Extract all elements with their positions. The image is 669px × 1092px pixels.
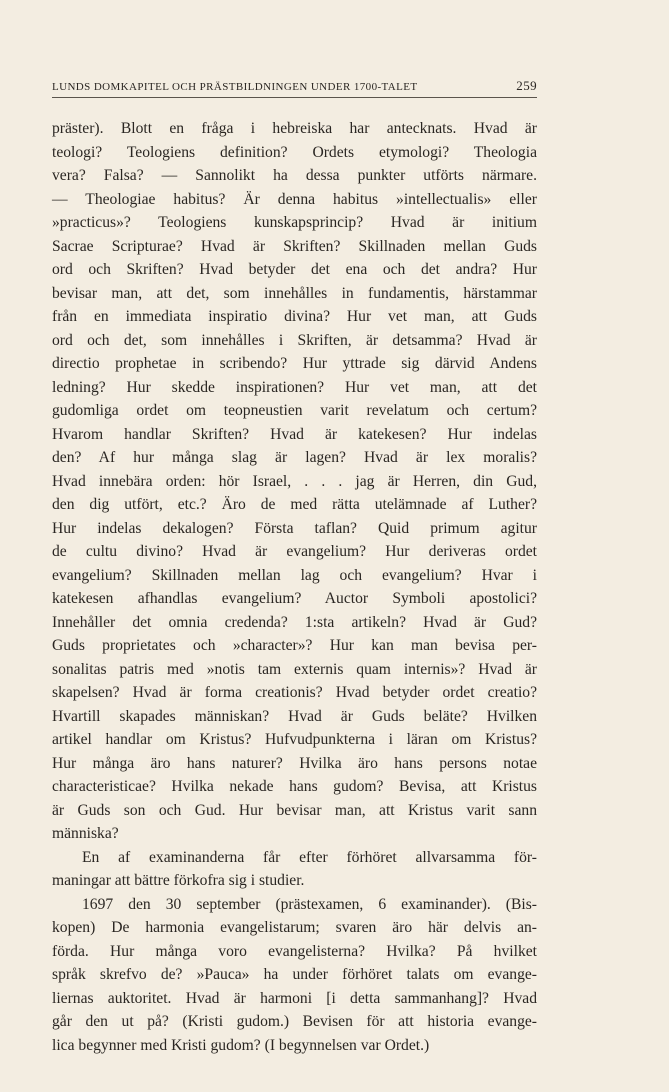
- text-line: »practicus»? Teologiens kunskapsprincip? Hvad är initium: [52, 214, 537, 231]
- text-line: skapelsen? Hvad är forma creationis? Hvad betyder ordet creatio?: [52, 684, 537, 701]
- text-line: katekesen afhandlas evangelium? Auctor Symboli apostolici?: [52, 590, 537, 607]
- text-line: — Theologiae habitus? Är denna habitus »intellectualis» eller: [52, 190, 537, 208]
- text-line: den dig utfört, etc.? Äro de med rätta utelämnade af Luther?: [52, 496, 537, 513]
- text-line: människa?: [52, 825, 119, 842]
- text-line: de cultu divino? Hvad är evangelium? Hur deriveras ordet: [52, 543, 537, 560]
- text-line: förda. Hur många voro evangelisterna? Hvilka? På hvilket: [52, 942, 537, 960]
- text-line: evangelium? Skillnaden mellan lag och evangelium? Hvar i: [52, 566, 537, 584]
- text-line: Hur indelas dekalogen? Första taflan? Quid primum agitur: [52, 519, 537, 537]
- text-line: characteristicae? Hvilka nekade hans gudom? Bevisa, att Kristus: [52, 778, 537, 795]
- running-title: LUNDS DOMKAPITEL OCH PRÄSTBILDNINGEN UNDER 1700-TALET: [52, 81, 418, 93]
- text-line: från en immediata inspiratio divina? Hur vet man, att Guds: [52, 308, 537, 325]
- text-line: liernas auktoritet. Hvad är harmoni [i detta sammanhang]? Hvad: [52, 989, 537, 1007]
- text-line: Hvarom handlar Skriften? Hvad är katekesen? Hur indelas: [52, 425, 537, 443]
- text-line: bevisar man, att det, som innehålles in fundamentis, härstammar: [52, 284, 537, 302]
- text-line: präster). Blott en fråga i hebreiska har antecknats. Hvad är: [52, 120, 537, 137]
- text-line: sonalitas patris med »notis tam externis quam internis»? Hvad är: [52, 660, 537, 678]
- text-line: lica begynner med Kristi gudom? (I begynnelsen var Ordet.): [52, 1036, 430, 1054]
- text-line: Sacrae Scripturae? Hvad är Skriften? Skillnaden mellan Guds: [52, 237, 537, 255]
- text-line: directio prophetae in scribendo? Hur yttrade sig därvid Andens: [52, 355, 537, 372]
- text-line: Hvad innebära orden: hör Israel, . . . jag är Herren, din Gud,: [52, 472, 537, 490]
- text-line: teologi? Teologiens definition? Ordets etymologi? Theologia: [52, 143, 537, 161]
- text-line: artikel handlar om Kristus? Hufvudpunkterna i läran om Kristus?: [52, 731, 537, 748]
- text-line: maningar att bättre förkofra sig i studier.: [52, 872, 305, 889]
- text-line: 1697 den 30 september (prästexamen, 6 examinander). (Bis-: [82, 895, 537, 913]
- text-line: vera? Falsa? — Sannolikt ha dessa punkter utförts närmare.: [52, 167, 537, 184]
- text-line: kopen) De harmonia evangelistarum; svaren äro här delvis an-: [52, 919, 537, 936]
- text-line: Hvartill skapades människan? Hvad är Guds beläte? Hvilken: [52, 707, 537, 725]
- page-number: 259: [516, 78, 537, 93]
- text-line: Guds proprietates och »character»? Hur kan man bevisa per-: [52, 637, 537, 654]
- text-line: språk skrefvo de? »Pauca» ha under förhöret talats om evange-: [52, 966, 537, 983]
- text-line: Innehåller det omnia credenda? 1:sta artikeln? Hvad är Gud?: [52, 613, 537, 631]
- text-line: ord och det, som innehålles i Skriften, är detsamma? Hvad är: [52, 331, 537, 349]
- text-line: Hur många äro hans naturer? Hvilka äro hans persons notae: [52, 754, 537, 772]
- text-line: En af examinanderna får efter förhöret allvarsamma för-: [82, 848, 537, 866]
- text-line: den? Af hur många slag är lagen? Hvad är lex moralis?: [52, 449, 537, 466]
- text-line: ord och Skriften? Hvad betyder det ena och det andra? Hur: [52, 261, 537, 278]
- body-text: [52, 117, 537, 1057]
- running-header: [52, 78, 537, 98]
- text-line: gudomliga ordet om teopneustien varit revelatum och certum?: [52, 402, 537, 419]
- text-line: är Guds son och Gud. Hur bevisar man, att Kristus varit sann: [52, 801, 537, 819]
- text-line: ledning? Hur skedde inspirationen? Hur vet man, att det: [52, 378, 537, 396]
- text-line: går den ut på? (Kristi gudom.) Bevisen för att historia evange-: [52, 1013, 537, 1030]
